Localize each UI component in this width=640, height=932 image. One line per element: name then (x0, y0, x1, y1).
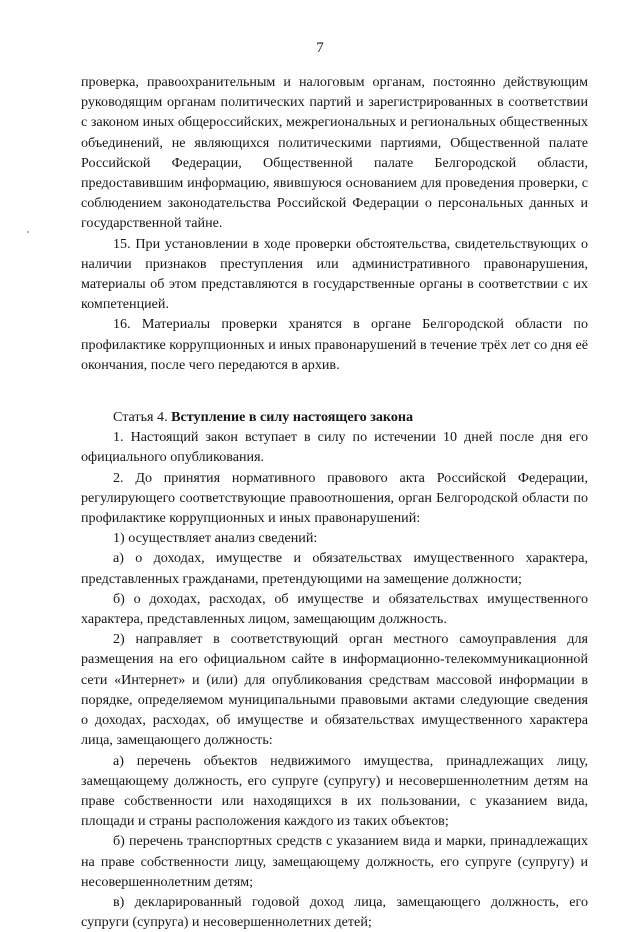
intro-paragraph: проверка, правоохранительным и налоговым органам, постоянно действующим руководящим органам политических партий и зарегистрированных в соответствии с законом иных общероссийских, межрегиональных и региональных общественных объединений, не являющихся политическими партиями, Общественной палате Российской Федерации, Общественной палате Белгородской области, предоставившим информацию, явившуюся основанием для проведения проверки, с соблюдением законодательства Российской Федерации о персональных данных и государственной тайне. (81, 74, 588, 232)
paragraph-16: 16. Материалы проверки хранятся в органе Белгородской области по профилактике коррупционных и иных правонарушений в течение трёх лет со дня её окончания, после чего передаются в архив. (81, 316, 588, 373)
article-4-item-1a: а) о доходах, имуществе и обязательствах имущественного характера, представленных гражданами, претендующими на замещение должности; (81, 550, 588, 587)
article-4-prefix: Статья 4. (113, 409, 168, 426)
article-4-item-2b: б) перечень транспортных средств с указанием вида и марки, принадлежащих на праве собственности лицу, замещающему должность, его супруге (супругу) и несовершеннолетним детям; (81, 833, 588, 890)
article-4-item-1b: б) о доходах, расходах, об имуществе и обязательствах имущественного характера, представленных лицом, замещающим должность. (81, 590, 588, 628)
page-number: 7 (316, 40, 324, 56)
article-4-paragraph-1: 1. Настоящий закон вступает в силу по истечении 10 дней после дня его официального опубликования. (81, 429, 588, 466)
article-4-title: Вступление в силу настоящего закона (171, 409, 414, 426)
paragraph-15: 15. При установлении в ходе проверки обстоятельства, свидетельствующих о наличии признаков преступления или административного правонарушения, материалы об этом представляются в государственные органы в соответствии с их компетенцией. (81, 235, 588, 313)
article-4-item-1: 1) осуществляет анализ сведений: (113, 530, 318, 547)
article-4-heading (81, 407, 588, 427)
scan-speck (27, 231, 29, 233)
document-body (81, 72, 588, 932)
section-spacer (81, 375, 588, 407)
article-4-item-2c: в) декларированный годовой доход лица, замещающего должность, его супруги (супруга) и несовершеннолетних детей; (81, 893, 588, 931)
article-4-item-2a: а) перечень объектов недвижимого имущества, принадлежащих лицу, замещающему должность, его супруге (супругу) и несовершеннолетним детям на праве собственности или находящихся в их пользовании, с указанием вида, площади и страны расположения каждого из таких объектов; (81, 752, 588, 830)
article-4-paragraph-2: 2. До принятия нормативного правового акта Российской Федерации, регулирующего соответствующие правоотношения, орган Белгородской области по профилактике коррупционных и иных правонарушений: (81, 469, 588, 527)
article-4-item-2: 2) направляет в соответствующий орган местного самоуправления для размещения на его официальном сайте в информационно-телекоммуникационной сети «Интернет» и (или) для опубликования средствам массовой информации в порядке, определяемом муниципальными правовыми актами следующие сведения о доходах, расходах, об имуществе и обязательствах имущественного характера лица, замещающего должность: (81, 631, 588, 749)
